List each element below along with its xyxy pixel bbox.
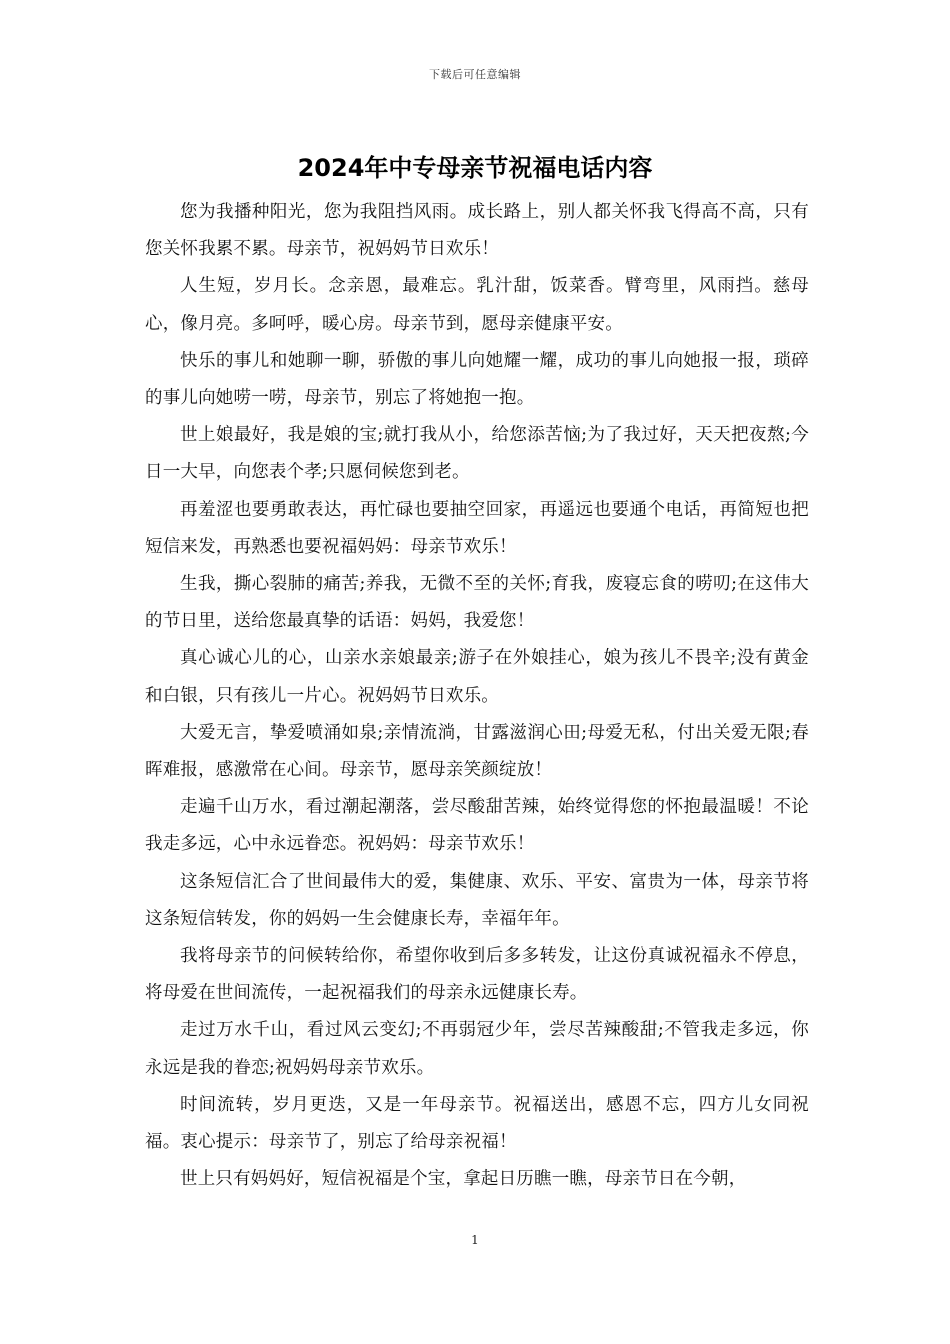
paragraph-5: 再羞涩也要勇敢表达，再忙碌也要抽空回家，再遥远也要通个电话，再简短也把短信来发，再熟悉也要祝福妈妈：母亲节欢乐！ bbox=[145, 499, 809, 557]
document-body bbox=[145, 194, 809, 1198]
paragraph-2: 人生短，岁月长。念亲恩，最难忘。乳汁甜，饭菜香。臂弯里，风雨挡。慈母心，像月亮。多呵呼，暖心房。母亲节到，愿母亲健康平安。 bbox=[145, 276, 809, 334]
paragraph-8: 大爱无言，挚爱喷涌如泉;亲情流淌，甘露滋润心田;母爱无私，付出关爱无限;春晖难报，感激常在心间。母亲节，愿母亲笑颜绽放！ bbox=[145, 722, 809, 781]
paragraph-3: 快乐的事儿和她聊一聊，骄傲的事儿向她耀一耀，成功的事儿向她报一报，琐碎的事儿向她唠一唠，母亲节，别忘了将她抱一抱。 bbox=[145, 350, 809, 409]
paragraph-13: 时间流转，岁月更迭，又是一年母亲节。祝福送出，感恩不忘，四方儿女同祝福。衷心提示：母亲节了，别忘了给母亲祝福！ bbox=[145, 1094, 809, 1153]
document-title: 2024年中专母亲节祝福电话内容 bbox=[297, 154, 653, 182]
page-number: 1 bbox=[471, 1233, 479, 1247]
paragraph-1: 您为我播种阳光，您为我阻挡风雨。成长路上，别人都关怀我飞得高不高，只有您关怀我累不累。母亲节，祝妈妈节日欢乐！ bbox=[145, 202, 809, 260]
paragraph-10: 这条短信汇合了世间最伟大的爱，集健康、欢乐、平安、富贵为一体，母亲节将这条短信转发，你的妈妈一生会健康长寿，幸福年年。 bbox=[145, 871, 809, 929]
paragraph-7: 真心诚心儿的心，山亲水亲娘最亲;游子在外娘挂心，娘为孩儿不畏辛;没有黄金和白银，只有孩儿一片心。祝妈妈节日欢乐。 bbox=[145, 648, 809, 706]
paragraph-14: 世上只有妈妈好，短信祝福是个宝，拿起日历瞧一瞧，母亲节日在今朝， bbox=[180, 1169, 747, 1190]
paragraph-6: 生我，撕心裂肺的痛苦;养我，无微不至的关怀;育我，废寝忘食的唠叨;在这伟大的节日里，送给您最真挚的话语：妈妈，我爱您！ bbox=[145, 574, 809, 632]
header-note: 下载后可任意编辑 bbox=[429, 68, 521, 81]
paragraph-4: 世上娘最好，我是娘的宝;就打我从小，给您添苦恼;为了我过好，天天把夜熬;今日一大早，向您表个孝;只愿伺候您到老。 bbox=[145, 425, 809, 483]
paragraph-12: 走过万水千山，看过风云变幻;不再弱冠少年，尝尽苦辣酸甜;不管我走多远，你永远是我的眷恋;祝妈妈母亲节欢乐。 bbox=[145, 1020, 809, 1078]
paragraph-11: 我将母亲节的问候转给你，希望你收到后多多转发，让这份真诚祝福永不停息，将母爱在世间流传，一起祝福我们的母亲永远健康长寿。 bbox=[145, 946, 809, 1004]
paragraph-9: 走遍千山万水，看过潮起潮落，尝尽酸甜苦辣，始终觉得您的怀抱最温暖！不论我走多远，心中永远眷恋。祝妈妈：母亲节欢乐！ bbox=[145, 797, 809, 855]
